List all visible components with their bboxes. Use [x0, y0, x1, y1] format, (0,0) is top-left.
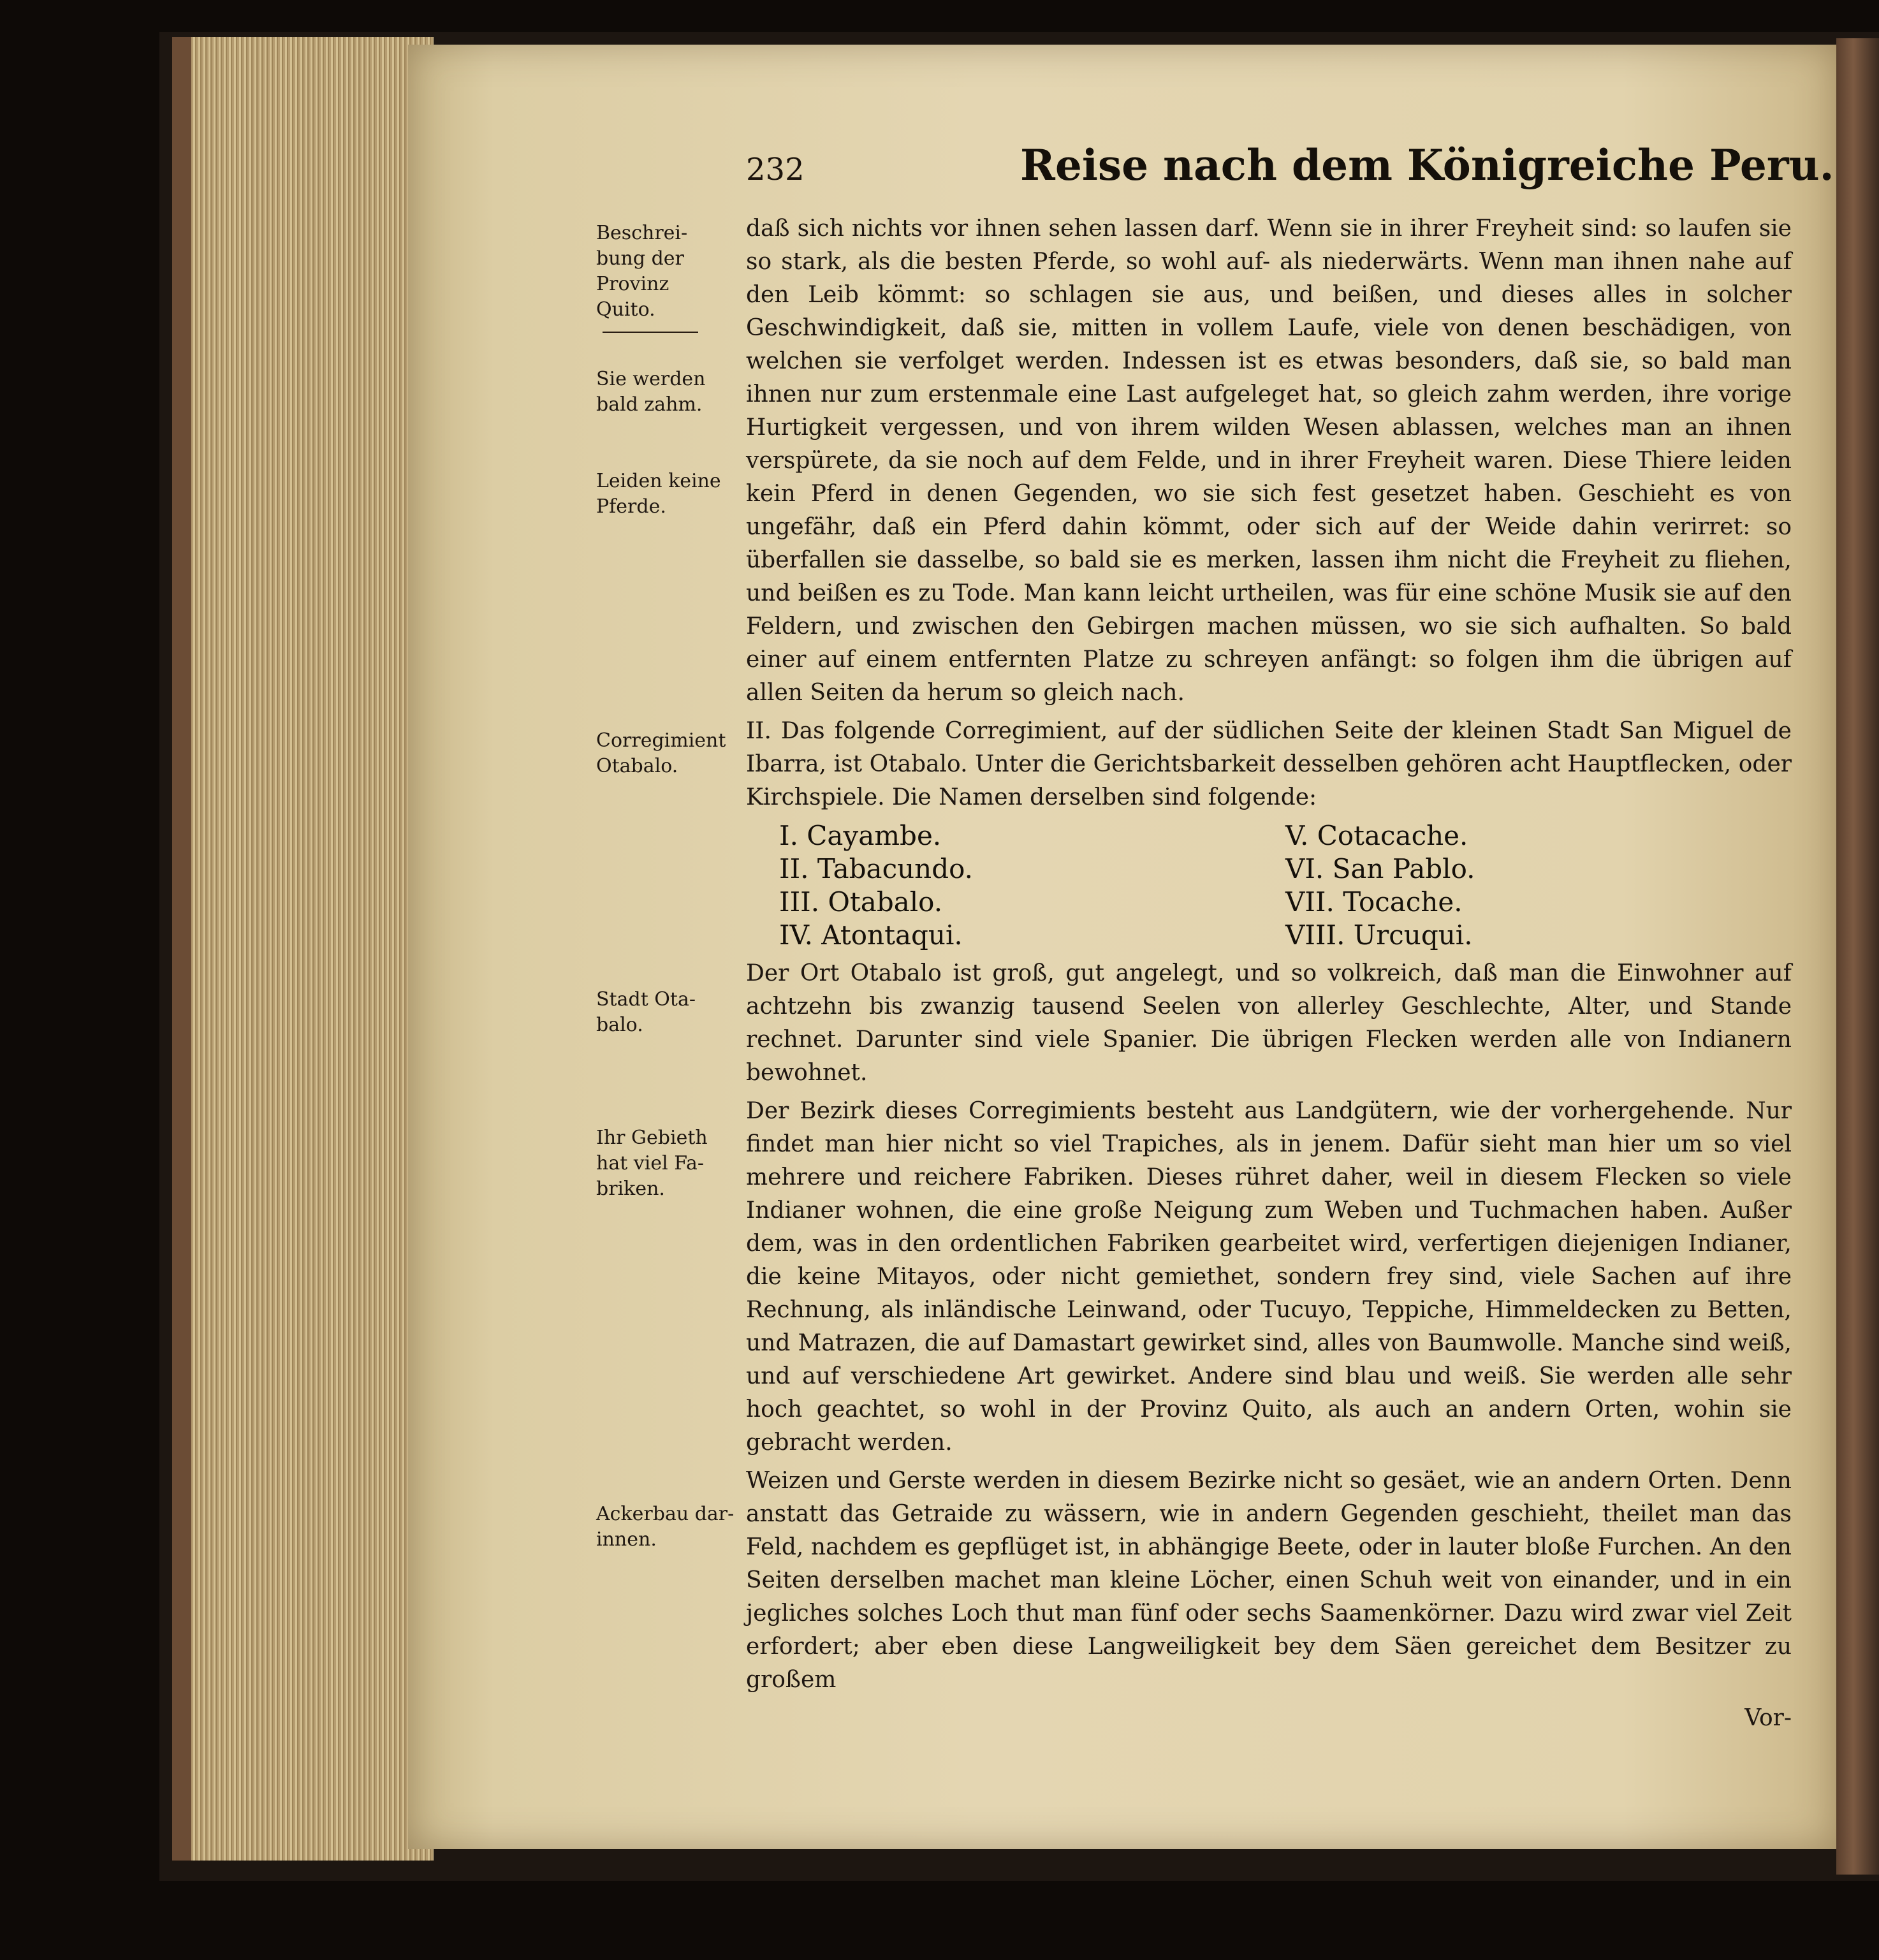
- margin-note-tame: [596, 367, 740, 418]
- margin-line: hat viel Fa-: [596, 1152, 705, 1174]
- margin-line: Otabalo.: [596, 755, 678, 777]
- margin-note-corregimient: [596, 728, 740, 779]
- margin-note-factories: [596, 1125, 740, 1202]
- book-cover-edge: [1836, 38, 1879, 1875]
- parish-item: I. Cayambe.: [779, 820, 942, 851]
- margin-line: bung der: [596, 247, 684, 270]
- parish-item: VIII. Urcuqui.: [1285, 919, 1473, 951]
- paragraph: Der Bezirk dieses Corregimients besteht aus Landgütern, wie der vorhergehende. Nur findet man hier nicht so viel Trapiches, als in jenem. Dafür sieht man hier um so viel mehrere und reichere Fabriken. Dieses rühret daher, weil in diesem Flecken so viele Indianer wohnen, die eine große Neigung zum Weben und Tuchmachen haben. Außer dem, was in den ordentlichen Fabriken gearbeitet wird, verfertigen diejenigen Indianer, die keine Mitayos, oder nicht gemiethet, sondern frey sind, viele Sachen auf ihre Rechnung, als inländische Leinwand, oder Tucuyo, Teppiche, Himmeldecken zu Betten, und Matrazen, die auf Damastart gewirket sind, alles von Baumwolle. Manche sind weiß, und auf verschiedene Art gewirket. Andere sind blau und weiß. Sie werden alle sehr hoch geachtet, so wohl in der Provinz Quito, als auch an andern Orten, wohin sie gebracht werden.: [746, 1098, 1792, 1456]
- margin-note-horses: [596, 469, 740, 520]
- margin-line: Leiden keine: [596, 470, 721, 492]
- paragraph: II. Das folgende Corregimient, auf der südlichen Seite der kleinen Stadt San Miguel de Ibarra, ist Otabalo. Unter die Gerichtsbarkeit desselben gehören acht Hauptflecken, oder Kirchspiele. Die Namen derselben sind folgende:: [746, 718, 1792, 810]
- margin-line: Stadt Ota-: [596, 988, 696, 1011]
- parish-list: [779, 819, 1792, 952]
- parish-item: V. Cotacache.: [1285, 820, 1468, 851]
- page-number: 232: [746, 152, 805, 187]
- parish-list-left: [779, 819, 1285, 952]
- parish-item: VI. San Pablo.: [1285, 853, 1475, 884]
- margin-line: Ihr Gebieth: [596, 1127, 708, 1149]
- margin-line: Corregimient: [596, 729, 726, 752]
- parish-item: IV. Atontaqui.: [779, 919, 963, 951]
- margin-line: Pferde.: [596, 495, 666, 518]
- margin-divider: [603, 326, 698, 333]
- parish-item: II. Tabacundo.: [779, 853, 974, 884]
- parish-item: III. Otabalo.: [779, 886, 943, 918]
- page-stack-edge: [172, 37, 434, 1861]
- margin-note-agriculture: [596, 1502, 740, 1553]
- margin-line: Provinz: [596, 273, 669, 295]
- margin-line: bald zahm.: [596, 393, 703, 416]
- margin-note-town: [596, 987, 740, 1038]
- margin-line: Quito.: [596, 298, 655, 321]
- running-title: Reise nach dem Königreiche Peru.: [1020, 140, 1834, 190]
- margin-line: briken.: [596, 1178, 665, 1200]
- paragraph: daß sich nichts vor ihnen sehen lassen darf. Wenn sie in ihrer Freyheit sind: so laufen sie so stark, als die besten Pferde, so wohl auf- als niederwärts. Wenn man ihnen nahe auf den Leib kömmt: so schlagen sie aus, und beißen, und dieses alles in solcher Geschwindigkeit, daß sie, mitten in vollem Laufe, viele von denen beschädigen, von welchen sie verfolget werden. Indessen ist es etwas besonders, daß sie, so bald man ihnen nur zum erstenmale eine Last aufgeleget hat, so gleich zahm werden, ihre vorige Hurtigkeit vergessen, und von ihrem wilden Wesen ablassen, welches man an ihnen verspürete, da sie noch auf dem Felde, und in ihrer Freyheit waren. Diese Thiere leiden kein Pferd in denen Gegenden, wo sie sich fest gesetzet haben. Geschieht es von ungefähr, daß ein Pferd dahin kömmt, oder sich auf der Weide dahin verirret: so überfallen sie dasselbe, so bald sie es merken, lassen ihm nicht die Freyheit zu fliehen, und beißen es zu Tode. Man kann leicht urtheilen, was für eine schöne Musik sie auf den Feldern, und zwischen den Gebirgen machen müssen, wo sie sich aufhalten. So bald einer auf einem entfernten Platze zu schreyen anfängt: so folgen ihm die übrigen auf allen Seiten da herum so gleich nach.: [746, 216, 1792, 706]
- margin-line: Beschrei-: [596, 222, 688, 244]
- margin-line: Sie werden: [596, 368, 706, 390]
- paragraph: Weizen und Gerste werden in diesem Bezirke nicht so gesäet, wie an andern Orten. Denn anstatt das Getraide zu wässern, wie in andern Gegenden geschieht, theilet man das Feld, nachdem es gepflüget ist, in abhängige Beete, oder in lauter bloße Furchen. An den Seiten derselben machet man kleine Löcher, einen Schuh weit von einander, und in ein jegliches solches Loch thut man fünf oder sechs Saamenkörner. Dazu wird zwar viel Zeit erfordert; aber eben diese Langweiligkeit bey dem Säen gereichet dem Besitzer zu großem: [746, 1468, 1792, 1693]
- margin-line: Ackerbau dar-: [596, 1503, 735, 1525]
- page-header: [746, 140, 1834, 204]
- main-text: [746, 212, 1792, 1735]
- parish-item: VII. Tocache.: [1285, 886, 1463, 918]
- catchword: Vor-: [1744, 1705, 1792, 1731]
- parish-list-right: [1285, 819, 1792, 952]
- margin-line: innen.: [596, 1528, 657, 1551]
- margin-line: balo.: [596, 1014, 643, 1036]
- margin-note-province: [596, 221, 740, 335]
- paragraph: Der Ort Otabalo ist groß, gut angelegt, und so volkreich, daß man die Einwohner auf achtzehn bis zwanzig tausend Seelen von allerley Geschlechte, Alter, und Stande rechnet. Darunter sind viele Spanier. Die übrigen Flecken werden alle von Indianern bewohnet.: [746, 960, 1792, 1086]
